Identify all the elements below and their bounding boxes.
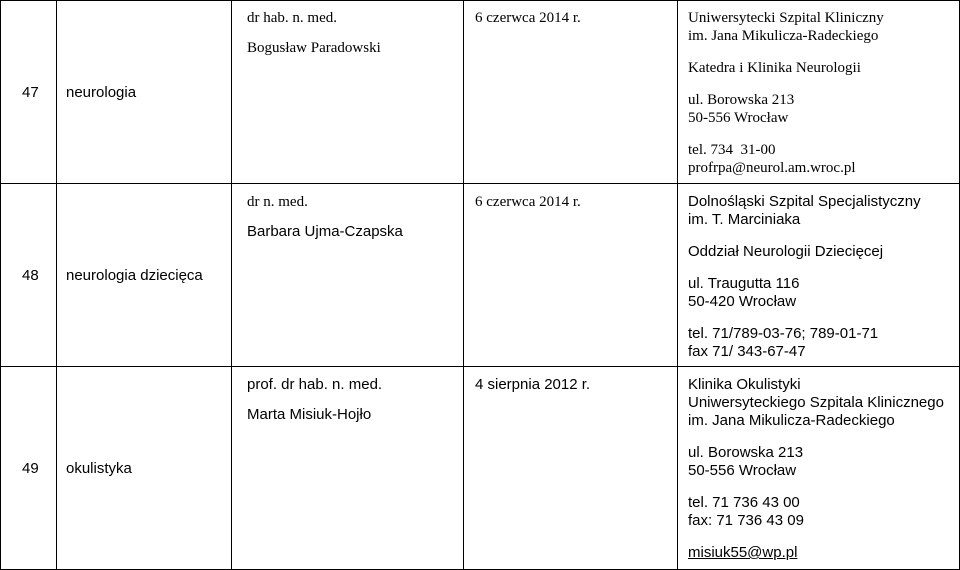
row-number: 47 xyxy=(22,84,39,101)
column-divider xyxy=(677,0,678,570)
address-line: im. Jana Mikulicza-Radeckiego xyxy=(688,412,895,429)
appointment-date: 6 czerwca 2014 r. xyxy=(475,10,581,26)
fax: fax 71/ 343-67-47 xyxy=(688,343,806,360)
address-line: Uniwersyteckiego Szpitala Klinicznego xyxy=(688,394,944,411)
consultant-name: Bogusław Paradowski xyxy=(247,40,381,56)
row-number: 48 xyxy=(22,267,39,284)
address-line: 50-556 Wrocław xyxy=(688,462,797,479)
phone: tel. 71 736 43 00 xyxy=(688,494,800,511)
table-border-top xyxy=(0,0,960,1)
column-divider xyxy=(231,0,232,570)
address-line: ul. Borowska 213 xyxy=(688,444,804,461)
fax: fax: 71 736 43 09 xyxy=(688,512,804,529)
table-border-left xyxy=(0,0,1,570)
address-line: ul. Traugutta 116 xyxy=(688,275,800,292)
address-line: im. T. Marciniaka xyxy=(688,211,801,228)
row-number: 49 xyxy=(22,460,39,477)
address-line: ul. Borowska 213 xyxy=(688,92,795,108)
phone: tel. 71/789-03-76; 789-01-71 xyxy=(688,325,879,342)
consultant-name: Marta Misiuk-Hojło xyxy=(247,406,372,423)
address-line: Oddział Neurologii Dziecięcej xyxy=(688,243,884,260)
consultant-title: prof. dr hab. n. med. xyxy=(247,376,383,393)
appointment-date: 4 sierpnia 2012 r. xyxy=(475,376,591,393)
email-link[interactable]: misiuk55@wp.pl xyxy=(688,544,798,561)
appointment-date: 6 czerwca 2014 r. xyxy=(475,194,581,210)
column-divider xyxy=(463,0,464,570)
address-line: 50-556 Wrocław xyxy=(688,110,789,126)
address-line: Katedra i Klinika Neurologii xyxy=(688,60,861,76)
address-line: im. Jana Mikulicza-Radeckiego xyxy=(688,28,879,44)
consultant-name: Barbara Ujma-Czapska xyxy=(247,223,403,240)
specialty: neurologia xyxy=(66,84,137,101)
column-divider xyxy=(56,0,57,570)
address-line: Uniwersytecki Szpital Kliniczny xyxy=(688,10,884,26)
row-divider xyxy=(0,366,960,367)
consultant-title: dr hab. n. med. xyxy=(247,10,337,26)
specialty: okulistyka xyxy=(66,460,132,477)
email: profrpa@neurol.am.wroc.pl xyxy=(688,160,856,176)
address-line: 50-420 Wrocław xyxy=(688,293,797,310)
specialty: neurologia dziecięca xyxy=(66,267,203,284)
address-line: Klinika Okulistyki xyxy=(688,376,801,393)
row-divider xyxy=(0,183,960,184)
phone: tel. 734 31-00 xyxy=(688,142,776,158)
consultant-title: dr n. med. xyxy=(247,194,308,210)
address-line: Dolnośląski Szpital Specjalistyczny xyxy=(688,193,921,210)
